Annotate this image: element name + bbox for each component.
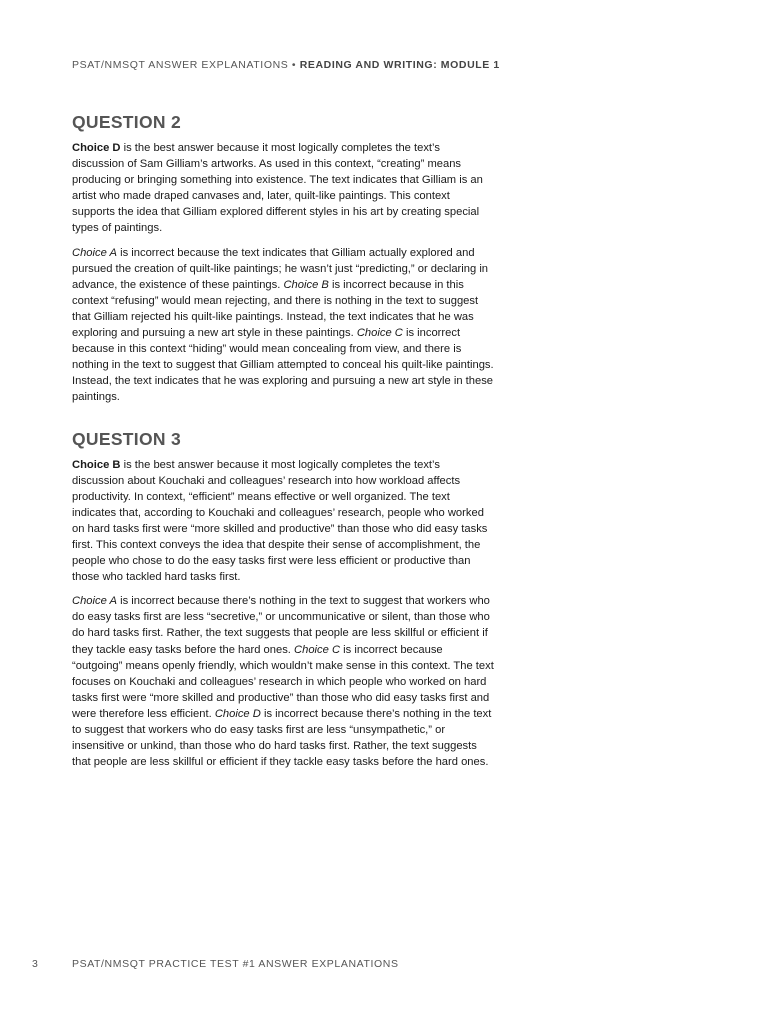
- explanation-text: is incorrect because there’s nothing in the text to suggest that workers who do easy tasks first are less “unsympathetic,” or insensitive or unkind, than those who do hard tasks first. Rather, the text suggests that people are less skillful or efficient if they tackle easy tasks before the hard ones.: [72, 707, 492, 769]
- explanation-text: is incorrect because the text indicates that Gilliam actually explored and pursued the creation of quilt-like paintings; he wasn’t just “predicting,” or declaring in advance, the existence of these paintings.: [72, 246, 489, 291]
- choice-label: Choice B: [283, 278, 329, 291]
- correct-choice-label: Choice B: [72, 458, 121, 471]
- choice-label: Choice A: [72, 595, 117, 608]
- footer-title: PSAT/NMSQT PRACTICE TEST #1 ANSWER EXPLANATIONS: [72, 958, 399, 970]
- page-content: [72, 110, 494, 778]
- explanation-text: is the best answer because it most logically completes the text’s discussion of Sam Gilliam’s artworks. As used in this context, “creating” means producing or bringing something into existence. The text indicates that Gilliam is an artist who made draped canvases and, later, quilt-like paintings. This context supports the idea that Gilliam explored different styles in his art by creating special types of paintings.: [72, 142, 483, 235]
- header-doc-title: PSAT/NMSQT ANSWER EXPLANATIONS: [72, 59, 289, 71]
- explanation-text: is incorrect because there’s nothing in the text to suggest that workers who do easy tasks first are less “secretive,” or uncommunicative or silent, than those who do hard tasks first. Rather, the text suggests that people are less skillful or efficient if they tackle easy tasks before the hard ones.: [72, 595, 490, 656]
- question-3-title: QUESTION 3: [72, 428, 181, 449]
- choice-label: Choice A: [72, 246, 117, 259]
- question-2-title: QUESTION 2: [72, 112, 181, 132]
- explanation-text: is the best answer because it most logically completes the text’s discussion about Kouchaki and colleagues’ research into how workload affects productivity. In context, “efficient” means effective or well organized. The text indicates that, according to Kouchaki and colleagues’ research, people who worked on hard tasks first were “more skilled and productive” than those who did easy tasks first. This context conveys the idea that despite their sense of accomplishment, the people who chose to do the easy tasks first were less efficient or productive than those who tackled hard tasks first.: [72, 458, 488, 584]
- question-2-section: [72, 110, 494, 406]
- question-2-incorrect-explanation: [72, 245, 494, 406]
- question-3-incorrect-explanation: [72, 593, 494, 770]
- header-separator: •: [288, 59, 300, 71]
- correct-choice-label: Choice D: [72, 142, 121, 154]
- explanation-text: is incorrect because in this context “refusing” would mean rejecting, and there is nothing in the text to suggest that Gilliam rejected his quilt-like paintings. Instead, the text indicates that he was exploring and pursuing a new art style in these paintings.: [72, 278, 479, 340]
- explanation-text: is incorrect because in this context “hiding” would mean concealing from view, and there is nothing in the text to suggest that Gilliam attempted to conceal his quilt-like paintings. Instead, the text indicates that he was exploring and pursuing a new art style in these paintings.: [72, 327, 494, 404]
- question-3-section: [72, 427, 494, 771]
- choice-label: Choice C: [356, 327, 403, 340]
- header-section-title: READING AND WRITING: MODULE 1: [299, 59, 500, 71]
- page-number: 3: [32, 958, 39, 970]
- question-3-correct-explanation: [72, 457, 494, 586]
- choice-label: Choice C: [294, 643, 341, 656]
- explanation-text: is incorrect because “outgoing” means openly friendly, which wouldn’t make sense in this context. The text focuses on Kouchaki and colleagues’ research in which people who worked on hard tasks first were “more skilled and productive” than those who did easy tasks first and were therefore less efficient.: [72, 643, 494, 720]
- choice-label: Choice D: [214, 707, 261, 720]
- question-2-correct-explanation: [72, 140, 494, 237]
- running-header: [72, 59, 500, 71]
